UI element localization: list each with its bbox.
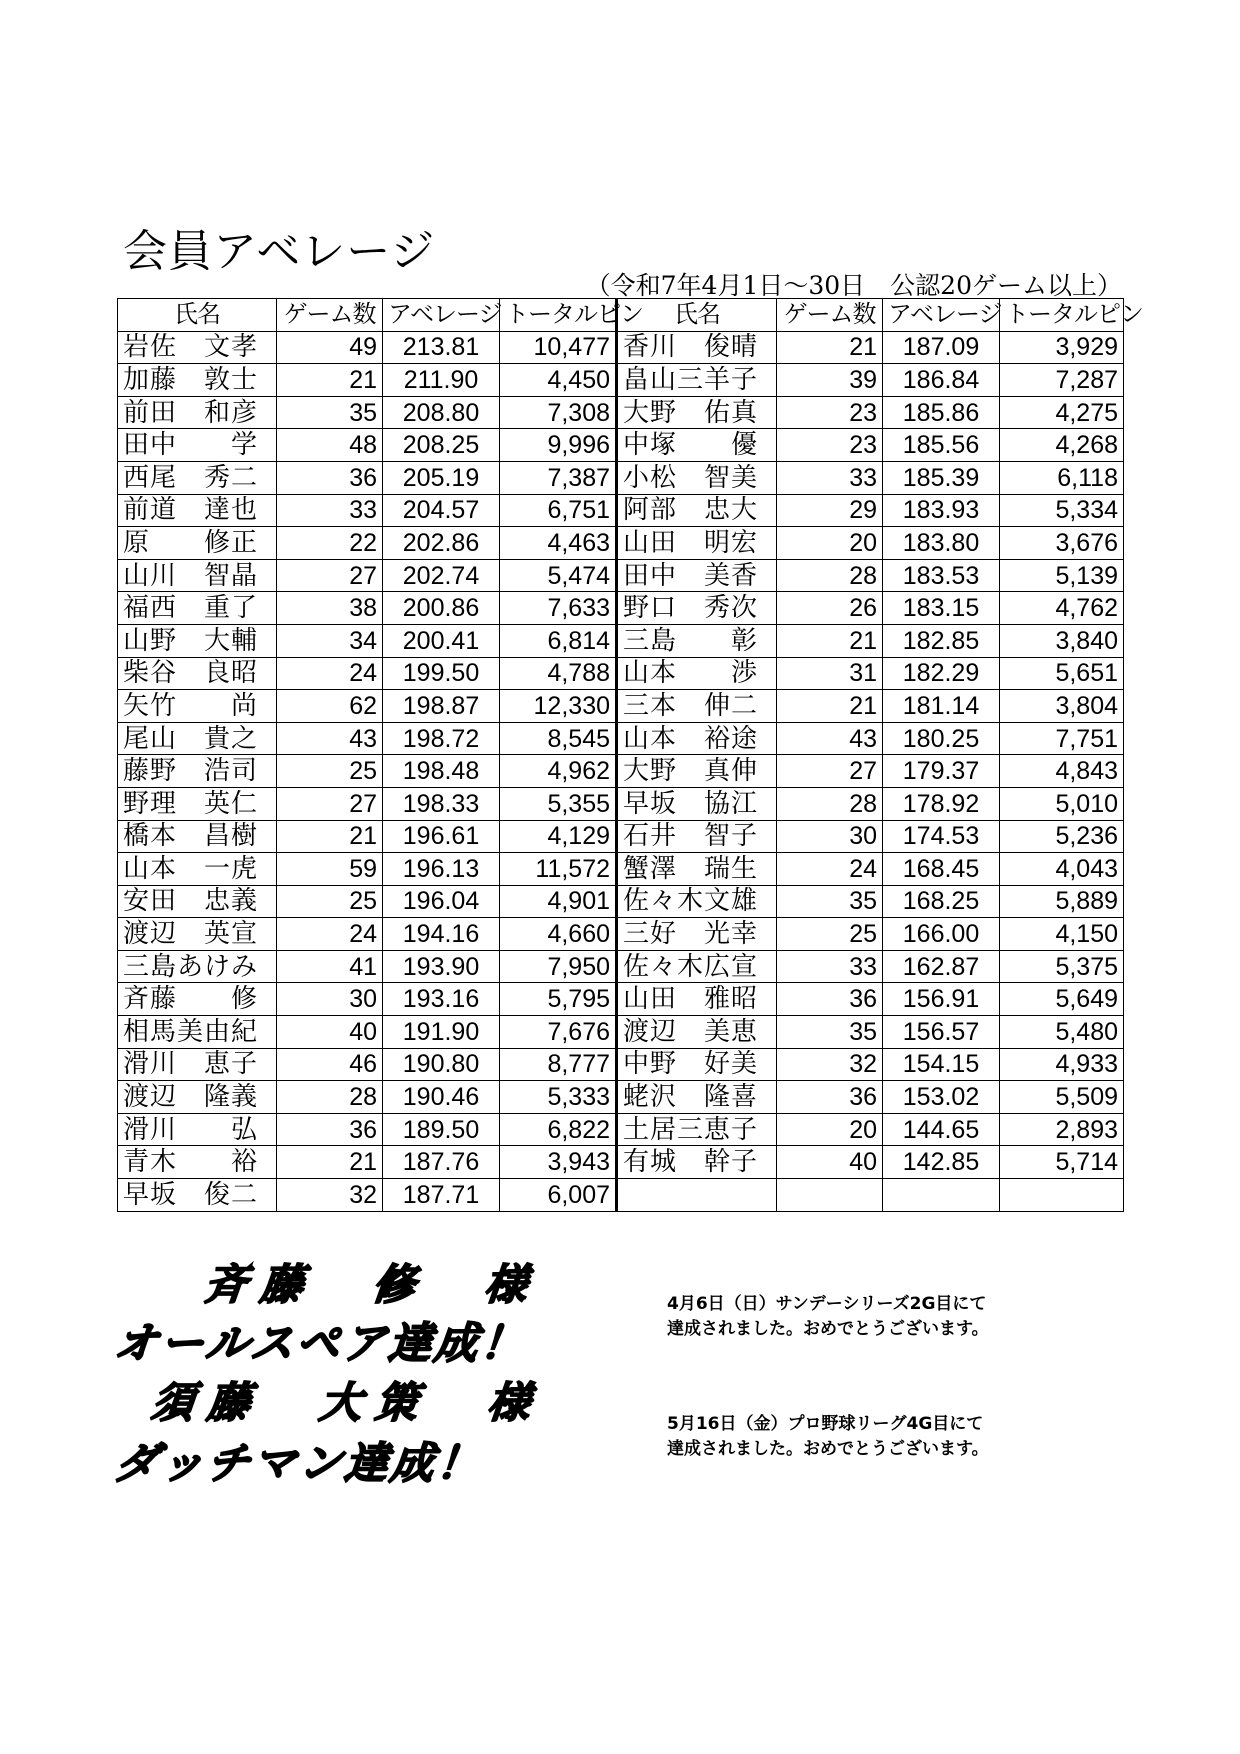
table-row xyxy=(118,494,1124,527)
total-pins: 5,355 xyxy=(500,787,617,820)
average-score: 196.13 xyxy=(383,853,500,886)
games-count: 35 xyxy=(777,885,883,918)
total-pins xyxy=(1000,1179,1124,1212)
games-count: 21 xyxy=(777,331,883,364)
games-count: 40 xyxy=(777,1146,883,1179)
games-count: 30 xyxy=(777,820,883,853)
member-name: 佐々木文雄 xyxy=(617,885,777,918)
header-average: アベレージ xyxy=(883,299,1000,332)
games-count: 21 xyxy=(277,820,383,853)
total-pins: 10,477 xyxy=(500,331,617,364)
total-pins: 3,840 xyxy=(1000,624,1124,657)
member-name: 三島 彰 xyxy=(617,624,777,657)
header-name: 氏名 xyxy=(617,299,777,332)
table-row xyxy=(118,885,1124,918)
average-score: 142.85 xyxy=(883,1146,1000,1179)
member-name: 青木 裕 xyxy=(118,1146,277,1179)
announcement-achievement-2: ダッチマン達成！ xyxy=(112,1439,486,1489)
total-pins: 5,474 xyxy=(500,559,617,592)
table-row xyxy=(118,690,1124,723)
games-count: 33 xyxy=(277,494,383,527)
games-count: 24 xyxy=(277,657,383,690)
header-total-pins: トータルピン xyxy=(500,299,617,332)
member-name: 野口 秀次 xyxy=(617,592,777,625)
table-row xyxy=(118,755,1124,788)
total-pins: 5,139 xyxy=(1000,559,1124,592)
member-name: 畠山三羊子 xyxy=(617,364,777,397)
games-count: 36 xyxy=(277,1113,383,1146)
average-score: 183.80 xyxy=(883,527,1000,560)
member-name: 安田 忠義 xyxy=(118,885,277,918)
total-pins: 4,962 xyxy=(500,755,617,788)
total-pins: 12,330 xyxy=(500,690,617,723)
total-pins: 5,649 xyxy=(1000,983,1124,1016)
average-score xyxy=(883,1179,1000,1212)
total-pins: 6,822 xyxy=(500,1113,617,1146)
total-pins: 4,043 xyxy=(1000,853,1124,886)
member-name: 原 修正 xyxy=(118,527,277,560)
games-count: 28 xyxy=(777,787,883,820)
average-score: 213.81 xyxy=(383,331,500,364)
games-count: 28 xyxy=(777,559,883,592)
member-name: 中塚 優 xyxy=(617,429,777,462)
average-score: 185.39 xyxy=(883,461,1000,494)
total-pins: 4,450 xyxy=(500,364,617,397)
average-score: 205.19 xyxy=(383,461,500,494)
games-count: 41 xyxy=(277,950,383,983)
total-pins: 7,633 xyxy=(500,592,617,625)
member-name: 前田 和彦 xyxy=(118,396,277,429)
member-name: 福西 重了 xyxy=(118,592,277,625)
total-pins: 4,463 xyxy=(500,527,617,560)
table-row xyxy=(118,787,1124,820)
member-name: 三本 伸二 xyxy=(617,690,777,723)
average-score: 182.29 xyxy=(883,657,1000,690)
games-count: 35 xyxy=(277,396,383,429)
announcement-name-2: 須藤 大策 様 xyxy=(149,1378,547,1427)
table-row xyxy=(118,1179,1124,1212)
games-count: 38 xyxy=(277,592,383,625)
average-score: 198.72 xyxy=(383,722,500,755)
total-pins: 7,308 xyxy=(500,396,617,429)
table-row xyxy=(118,364,1124,397)
average-score: 187.09 xyxy=(883,331,1000,364)
average-score: 178.92 xyxy=(883,787,1000,820)
games-count: 34 xyxy=(277,624,383,657)
games-count: 27 xyxy=(277,559,383,592)
total-pins: 4,275 xyxy=(1000,396,1124,429)
member-name: 尾山 貴之 xyxy=(118,722,277,755)
total-pins: 11,572 xyxy=(500,853,617,886)
member-name: 岩佐 文孝 xyxy=(118,331,277,364)
games-count: 36 xyxy=(777,1081,883,1114)
table-row xyxy=(118,527,1124,560)
note-1 xyxy=(667,1292,989,1342)
member-name: 阿部 忠大 xyxy=(617,494,777,527)
total-pins: 4,129 xyxy=(500,820,617,853)
total-pins: 3,676 xyxy=(1000,527,1124,560)
total-pins: 7,950 xyxy=(500,950,617,983)
games-count xyxy=(777,1179,883,1212)
member-name: 佐々木広宣 xyxy=(617,950,777,983)
member-name: 西尾 秀二 xyxy=(118,461,277,494)
total-pins: 9,996 xyxy=(500,429,617,462)
total-pins: 6,751 xyxy=(500,494,617,527)
games-count: 46 xyxy=(277,1048,383,1081)
average-score: 179.37 xyxy=(883,755,1000,788)
note-2-line-2: 達成されました。おめでとうございます。 xyxy=(667,1439,989,1459)
member-name: 相馬美由紀 xyxy=(118,1016,277,1049)
average-score: 181.14 xyxy=(883,690,1000,723)
average-score: 168.45 xyxy=(883,853,1000,886)
total-pins: 4,788 xyxy=(500,657,617,690)
average-score: 156.91 xyxy=(883,983,1000,1016)
games-count: 40 xyxy=(277,1016,383,1049)
table-header-row xyxy=(118,299,1124,332)
header-name: 氏名 xyxy=(118,299,277,332)
table-row xyxy=(118,624,1124,657)
games-count: 36 xyxy=(777,983,883,1016)
total-pins: 4,150 xyxy=(1000,918,1124,951)
games-count: 21 xyxy=(777,624,883,657)
average-score: 196.61 xyxy=(383,820,500,853)
games-count: 28 xyxy=(277,1081,383,1114)
page-title: 会員アベレージ xyxy=(123,226,436,277)
table-row xyxy=(118,1081,1124,1114)
average-score: 162.87 xyxy=(883,950,1000,983)
games-count: 33 xyxy=(777,461,883,494)
table-row xyxy=(118,331,1124,364)
header-games: ゲーム数 xyxy=(277,299,383,332)
member-name: 田中 学 xyxy=(118,429,277,462)
average-score: 202.74 xyxy=(383,559,500,592)
table-row xyxy=(118,983,1124,1016)
total-pins: 3,943 xyxy=(500,1146,617,1179)
header-average: アベレージ xyxy=(383,299,500,332)
member-name: 三好 光幸 xyxy=(617,918,777,951)
average-score: 194.16 xyxy=(383,918,500,951)
table-row xyxy=(118,722,1124,755)
table-row xyxy=(118,396,1124,429)
games-count: 23 xyxy=(777,396,883,429)
total-pins: 4,901 xyxy=(500,885,617,918)
total-pins: 5,509 xyxy=(1000,1081,1124,1114)
total-pins: 5,795 xyxy=(500,983,617,1016)
average-score: 198.48 xyxy=(383,755,500,788)
total-pins: 8,545 xyxy=(500,722,617,755)
period-note: （令和7年4月1日～30日 公認20ゲーム以上） xyxy=(585,271,1122,300)
member-name: 山田 明宏 xyxy=(617,527,777,560)
games-count: 24 xyxy=(277,918,383,951)
member-name: 大野 佑真 xyxy=(617,396,777,429)
games-count: 21 xyxy=(277,364,383,397)
table-row xyxy=(118,657,1124,690)
average-score: 156.57 xyxy=(883,1016,1000,1049)
average-score: 183.15 xyxy=(883,592,1000,625)
member-name: 前道 達也 xyxy=(118,494,277,527)
note-1-line-2: 達成されました。おめでとうございます。 xyxy=(667,1319,989,1339)
member-name: 石井 智子 xyxy=(617,820,777,853)
member-name: 山田 雅昭 xyxy=(617,983,777,1016)
member-name: 蛯沢 隆喜 xyxy=(617,1081,777,1114)
average-score: 185.56 xyxy=(883,429,1000,462)
member-name: 土居三恵子 xyxy=(617,1113,777,1146)
member-name: 渡辺 隆義 xyxy=(118,1081,277,1114)
header-total-pins: トータルピン xyxy=(1000,299,1124,332)
table-row xyxy=(118,1113,1124,1146)
table-row xyxy=(118,1048,1124,1081)
games-count: 36 xyxy=(277,461,383,494)
total-pins: 5,333 xyxy=(500,1081,617,1114)
average-score: 198.33 xyxy=(383,787,500,820)
average-score: 182.85 xyxy=(883,624,1000,657)
games-count: 25 xyxy=(277,885,383,918)
average-score: 189.50 xyxy=(383,1113,500,1146)
member-name: 早坂 協江 xyxy=(617,787,777,820)
note-2-line-1: 5月16日（金）プロ野球リーグ4G目にて xyxy=(667,1414,984,1434)
games-count: 35 xyxy=(777,1016,883,1049)
member-name: 藤野 浩司 xyxy=(118,755,277,788)
games-count: 48 xyxy=(277,429,383,462)
average-score: 198.87 xyxy=(383,690,500,723)
total-pins: 2,893 xyxy=(1000,1113,1124,1146)
member-name xyxy=(617,1179,777,1212)
member-name: 矢竹 尚 xyxy=(118,690,277,723)
games-count: 25 xyxy=(777,918,883,951)
total-pins: 5,714 xyxy=(1000,1146,1124,1179)
member-name: 山本 裕途 xyxy=(617,722,777,755)
average-score: 196.04 xyxy=(383,885,500,918)
note-1-line-1: 4月6日（日）サンデーシリーズ2G目にて xyxy=(667,1294,987,1314)
average-score: 186.84 xyxy=(883,364,1000,397)
table-row xyxy=(118,820,1124,853)
total-pins: 4,933 xyxy=(1000,1048,1124,1081)
table-row xyxy=(118,918,1124,951)
games-count: 31 xyxy=(777,657,883,690)
table-row xyxy=(118,461,1124,494)
average-score: 191.90 xyxy=(383,1016,500,1049)
table-row xyxy=(118,559,1124,592)
total-pins: 6,118 xyxy=(1000,461,1124,494)
average-score: 193.16 xyxy=(383,983,500,1016)
average-score: 174.53 xyxy=(883,820,1000,853)
member-name: 滑川 恵子 xyxy=(118,1048,277,1081)
games-count: 23 xyxy=(777,429,883,462)
member-name: 田中 美香 xyxy=(617,559,777,592)
average-score: 168.25 xyxy=(883,885,1000,918)
member-name: 早坂 俊二 xyxy=(118,1179,277,1212)
games-count: 39 xyxy=(777,364,883,397)
member-name: 山野 大輔 xyxy=(118,624,277,657)
total-pins: 4,843 xyxy=(1000,755,1124,788)
total-pins: 6,814 xyxy=(500,624,617,657)
average-score: 154.15 xyxy=(883,1048,1000,1081)
total-pins: 3,929 xyxy=(1000,331,1124,364)
total-pins: 5,375 xyxy=(1000,950,1124,983)
table-row xyxy=(118,950,1124,983)
games-count: 22 xyxy=(277,527,383,560)
average-score: 180.25 xyxy=(883,722,1000,755)
average-score: 200.41 xyxy=(383,624,500,657)
member-name: 滑川 弘 xyxy=(118,1113,277,1146)
member-name: 加藤 敦士 xyxy=(118,364,277,397)
average-score: 200.86 xyxy=(383,592,500,625)
total-pins: 5,334 xyxy=(1000,494,1124,527)
total-pins: 5,236 xyxy=(1000,820,1124,853)
total-pins: 7,287 xyxy=(1000,364,1124,397)
total-pins: 4,268 xyxy=(1000,429,1124,462)
games-count: 43 xyxy=(777,722,883,755)
table-row xyxy=(118,853,1124,886)
average-score: 208.25 xyxy=(383,429,500,462)
games-count: 20 xyxy=(777,527,883,560)
average-score: 187.71 xyxy=(383,1179,500,1212)
total-pins: 7,751 xyxy=(1000,722,1124,755)
member-name: 渡辺 美恵 xyxy=(617,1016,777,1049)
member-name: 香川 俊晴 xyxy=(617,331,777,364)
average-score: 166.00 xyxy=(883,918,1000,951)
games-count: 26 xyxy=(777,592,883,625)
average-score: 211.90 xyxy=(383,364,500,397)
table-row xyxy=(118,1016,1124,1049)
average-score: 144.65 xyxy=(883,1113,1000,1146)
average-score: 208.80 xyxy=(383,396,500,429)
average-table xyxy=(117,298,1143,1212)
games-count: 29 xyxy=(777,494,883,527)
games-count: 33 xyxy=(777,950,883,983)
table-row xyxy=(118,429,1124,462)
total-pins: 5,480 xyxy=(1000,1016,1124,1049)
header-games: ゲーム数 xyxy=(777,299,883,332)
table-row xyxy=(118,1146,1124,1179)
games-count: 20 xyxy=(777,1113,883,1146)
average-score: 185.86 xyxy=(883,396,1000,429)
member-name: 有城 幹子 xyxy=(617,1146,777,1179)
games-count: 27 xyxy=(277,787,383,820)
average-score: 187.76 xyxy=(383,1146,500,1179)
table-body xyxy=(118,331,1124,1211)
table-row xyxy=(118,592,1124,625)
total-pins: 5,010 xyxy=(1000,787,1124,820)
games-count: 25 xyxy=(277,755,383,788)
games-count: 30 xyxy=(277,983,383,1016)
note-2 xyxy=(667,1412,989,1462)
total-pins: 5,889 xyxy=(1000,885,1124,918)
member-name: 中野 好美 xyxy=(617,1048,777,1081)
member-name: 橋本 昌樹 xyxy=(118,820,277,853)
member-name: 渡辺 英宣 xyxy=(118,918,277,951)
total-pins: 5,651 xyxy=(1000,657,1124,690)
total-pins: 4,660 xyxy=(500,918,617,951)
average-score: 193.90 xyxy=(383,950,500,983)
average-score: 190.46 xyxy=(383,1081,500,1114)
games-count: 21 xyxy=(277,1146,383,1179)
total-pins: 6,007 xyxy=(500,1179,617,1212)
games-count: 24 xyxy=(777,853,883,886)
average-score: 183.53 xyxy=(883,559,1000,592)
games-count: 49 xyxy=(277,331,383,364)
average-score: 204.57 xyxy=(383,494,500,527)
member-name: 大野 真伸 xyxy=(617,755,777,788)
member-name: 蟹澤 瑞生 xyxy=(617,853,777,886)
games-count: 21 xyxy=(777,690,883,723)
member-name: 山本 渉 xyxy=(617,657,777,690)
total-pins: 8,777 xyxy=(500,1048,617,1081)
total-pins: 3,804 xyxy=(1000,690,1124,723)
member-name: 山本 一虎 xyxy=(118,853,277,886)
total-pins: 7,387 xyxy=(500,461,617,494)
average-score: 153.02 xyxy=(883,1081,1000,1114)
member-name: 三島あけみ xyxy=(118,950,277,983)
member-name: 斉藤 修 xyxy=(118,983,277,1016)
total-pins: 4,762 xyxy=(1000,592,1124,625)
average-score: 199.50 xyxy=(383,657,500,690)
announcement-achievement-1: オールスペア達成！ xyxy=(112,1319,530,1369)
games-count: 59 xyxy=(277,853,383,886)
games-count: 27 xyxy=(777,755,883,788)
average-score: 183.93 xyxy=(883,494,1000,527)
announcement-name-1: 斉藤 修 様 xyxy=(202,1260,544,1309)
member-name: 野理 英仁 xyxy=(118,787,277,820)
member-name: 山川 智晶 xyxy=(118,559,277,592)
member-name: 柴谷 良昭 xyxy=(118,657,277,690)
games-count: 32 xyxy=(777,1048,883,1081)
average-score: 202.86 xyxy=(383,527,500,560)
games-count: 32 xyxy=(277,1179,383,1212)
member-name: 小松 智美 xyxy=(617,461,777,494)
total-pins: 7,676 xyxy=(500,1016,617,1049)
games-count: 43 xyxy=(277,722,383,755)
games-count: 62 xyxy=(277,690,383,723)
average-score: 190.80 xyxy=(383,1048,500,1081)
